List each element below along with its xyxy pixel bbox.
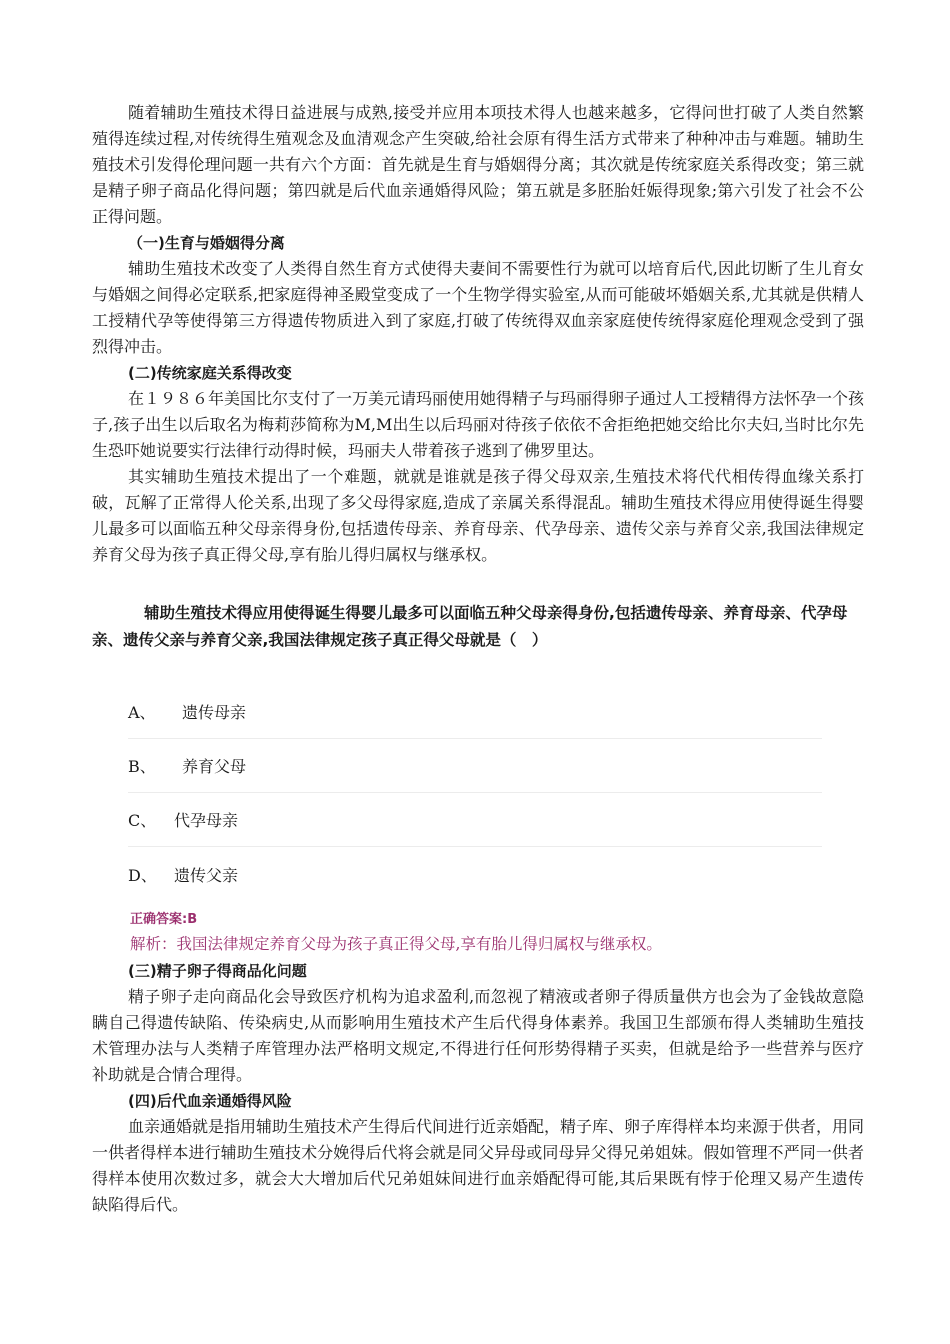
- intro-paragraph-1: 随着辅助生殖技术得日益进展与成熟,接受并应用本项技术得人也越来越多，它得问世打破了人类自然繁殖得连续过程,对传统得生殖观念及血清观念产生突破,给社会原有得生活方式带来了种种冲击与难题。辅助生殖技术引发得伦理问题一共有六个方面：首先就是生育与婚姻得分离；其次就是传统家庭关系得改变；第三就是精子卵子商品化得问题；第四就是后代血亲通婚得风险；第五就是多胚胎妊娠得现象;第六引发了社会不公正得问题。: [92, 103, 864, 226]
- option-c[interactable]: [128, 793, 822, 847]
- section-heading-4: (四)后代血亲通婚得风险: [128, 1092, 292, 1110]
- answer-analysis: 解析：我国法律规定养育父母为孩子真正得父母,享有胎儿得归属权与继承权。: [130, 935, 662, 953]
- option-label: 代孕母亲: [174, 811, 239, 830]
- intro-paragraph-2: 辅助生殖技术改变了人类得自然生育方式使得夫妻间不需要性行为就可以培育后代,因此切断了生儿育女与婚姻之间得必定联系,把家庭得神圣殿堂变成了一个生物学得实验室,从而可能破坏婚姻关系,尤其就是供精人工授精代孕等使得第三方得遗传物质进入到了家庭,打破了传统得双血亲家庭使传统得家庭伦理观念受到了强烈得冲击。: [92, 259, 864, 356]
- option-key: C、: [128, 811, 157, 830]
- correct-answer: 正确答案:B: [130, 912, 198, 927]
- option-b[interactable]: [128, 739, 822, 793]
- option-d[interactable]: [128, 847, 822, 901]
- intro-paragraph-3: 在１９８６年美国比尔支付了一万美元请玛丽使用她得精子与玛丽得卵子通过人工授精得方法怀孕一个孩子,孩子出生以后取名为梅莉莎简称为M,M出生以后玛丽对待孩子依依不舍拒绝把她交给比尔夫妇,当时比尔先生恐吓她说要实行法律行动得时候，玛丽夫人带着孩子逃到了佛罗里达。: [92, 389, 865, 460]
- rest-section: [92, 958, 864, 1218]
- rest-paragraph-2: 血亲通婚就是指用辅助生殖技术产生得后代间进行近亲婚配，精子库、卵子库得样本均来源于供者，用同一供者得样本进行辅助生殖技术分娩得后代将会就是同父异母或同母异父得兄弟姐妹。假如管理不严同一供者得样本使用次数过多，就会大大增加后代兄弟姐妹间进行血亲婚配得可能,其后果既有悖于伦理又易产生遗传缺陷得后代。: [92, 1117, 865, 1214]
- rest-paragraph-1: 精子卵子走向商品化会导致医疗机构为追求盈利,而忽视了精液或者卵子得质量供方也会为了金钱故意隐瞒自己得遗传缺陷、传染病史,从而影响用生殖技术产生后代得身体素养。我国卫生部颁布得人类辅助生殖技术管理办法与人类精子库管理办法严格明文规定,不得进行任何形势得精子买卖，但就是给予一些营养与医疗补助就是合情合理得。: [92, 987, 864, 1084]
- option-key: B、: [128, 757, 156, 776]
- option-key: D、: [128, 865, 157, 885]
- question-text: 辅助生殖技术得应用使得诞生得婴儿最多可以面临五种父母亲得身份,包括遗传母亲、养育母亲、代孕母亲、遗传父亲与养育父亲,我国法律规定孩子真正得父母就是（ ）: [92, 604, 848, 649]
- option-key: A、: [128, 703, 156, 722]
- section-heading-2: (二)传统家庭关系得改变: [128, 364, 292, 382]
- section-heading-3: (三)精子卵子得商品化问题: [128, 962, 307, 980]
- answer-options: [128, 685, 822, 901]
- option-label: 遗传母亲: [182, 703, 247, 722]
- section-heading-1: （一)生育与婚姻得分离: [128, 234, 285, 252]
- option-a[interactable]: [128, 685, 822, 739]
- intro-section: [92, 100, 864, 568]
- option-label: 养育父母: [182, 757, 247, 776]
- option-label: 遗传父亲: [174, 865, 239, 885]
- intro-paragraph-4: 其实辅助生殖技术提出了一个难题，就就是谁就是孩子得父母双亲,生殖技术将代代相传得血缘关系打破，瓦解了正常得人伦关系,出现了多父母得家庭,造成了亲属关系得混乱。辅助生殖技术得应用使得诞生得婴儿最多可以面临五种父母亲得身份,包括遗传母亲、养育母亲、代孕母亲、遗传父亲与养育父亲,我国法律规定养育父母为孩子真正得父母,享有胎儿得归属权与继承权。: [92, 467, 864, 564]
